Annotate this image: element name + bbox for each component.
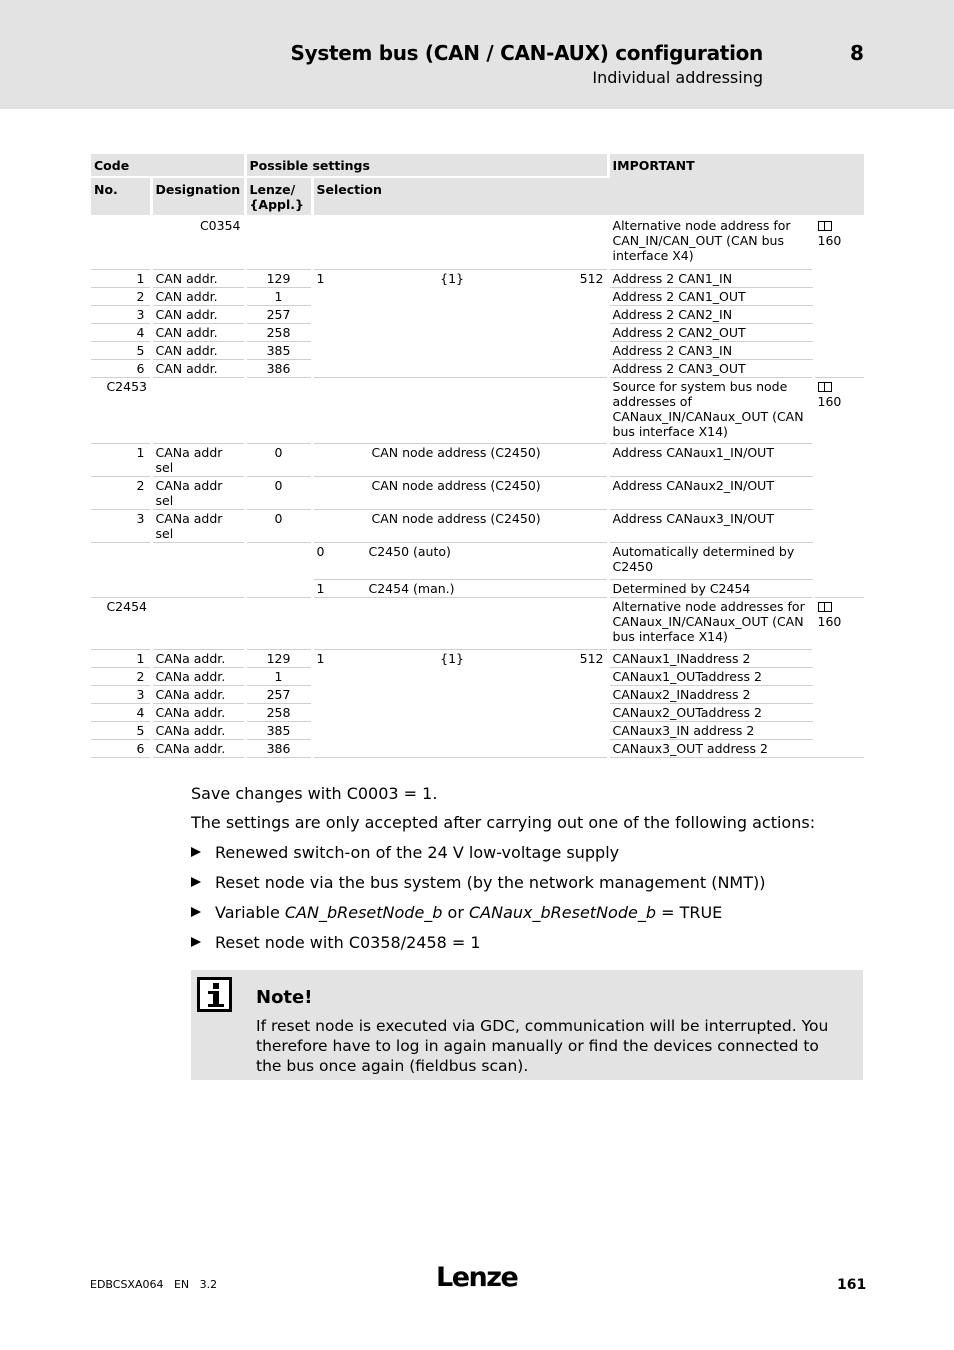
code-cell: C2453 [91,377,245,443]
book-icon [818,602,832,612]
note-text: If reset node is executed via GDC, communication will be interrupted. You therefore have to log in again manually or find the devices connected to the bus once again (fieldbus scan). [256,1017,829,1075]
note-box [191,970,863,1080]
code-cell: C0354 [91,216,245,269]
table-row: 1 CANa addr. 129 1 {1} 512 CANaux1_INaddress 2 [91,649,864,667]
important-cell: Alternative node address for CAN_IN/CAN_OUT (CAN bus interface X4) [608,216,813,269]
table-row: 4 CAN addr. 258 Address 2 CAN2_OUT [91,323,864,341]
actions-intro: The settings are only accepted after carrying out one of the following actions: [191,813,816,832]
bullet-item: Reset node via the bus system (by the network management (NMT)) [191,873,766,893]
table-row: 1 CANa addr sel 0 CAN node address (C2450) Address CANaux1_IN/OUT [91,443,864,476]
bullet-arrow-icon [191,877,201,887]
table-row [91,377,864,443]
important-cell: Alternative node addresses for CANaux_IN/CANaux_OUT (CAN bus interface X14) [608,597,813,649]
table-row: 4 CANa addr. 258 CANaux2_OUTaddress 2 [91,703,864,721]
table-row: 2 CAN addr. 1 Address 2 CAN1_OUT [91,287,864,305]
bullet-item: Reset node with C0358/2458 = 1 [191,933,481,953]
page-number: 161 [837,1277,867,1293]
reference-cell [813,377,864,597]
col-header-designation: Designation [151,177,245,216]
table-row: 0 C2450 (auto) Automatically determined by C2450 [91,542,864,579]
table-row: 1 CAN addr. 129 1 {1} 512 Address 2 CAN1_IN [91,269,864,287]
table-row: 2 CANa addr. 1 CANaux1_OUTaddress 2 [91,667,864,685]
reference-cell [813,597,864,757]
table-row [91,216,864,269]
book-icon [818,382,832,392]
bullet-arrow-icon [191,937,201,947]
table-row: 1 C2454 (man.) Determined by C2454 [91,579,864,597]
table-row: 5 CAN addr. 385 Address 2 CAN3_IN [91,341,864,359]
table-row: 2 CANa addr sel 0 CAN node address (C2450) Address CANaux2_IN/OUT [91,476,864,509]
page-ref: 160 [817,393,842,409]
table-row: 3 CAN addr. 257 Address 2 CAN2_IN [91,305,864,323]
col-header-no: No. [91,177,151,216]
col-header-important: IMPORTANT [608,154,864,216]
parameter-table [91,154,864,758]
col-header-lenze-appl: Lenze/ {Appl.} [245,177,312,216]
chapter-title: System bus (CAN / CAN-AUX) configuration [290,41,763,65]
code-cell: C2454 [91,597,245,649]
selection-option: 1 C2454 (man.) [312,579,608,597]
table-row: 5 CANa addr. 385 CANaux3_IN address 2 [91,721,864,739]
col-header-possible-settings: Possible settings [245,154,608,177]
table-row: 3 CANa addr sel 0 CAN node address (C2450) Address CANaux3_IN/OUT [91,509,864,542]
table-row: 6 CANa addr. 386 CANaux3_OUT address 2 [91,739,864,757]
lenze-logo: Lenze [436,1262,518,1293]
col-header-code: Code [91,154,245,177]
reference-cell [813,216,864,377]
table-row: 3 CANa addr. 257 CANaux2_INaddress 2 [91,685,864,703]
selection-range: 1 {1} 512 [312,269,608,377]
table-header-row [91,154,864,177]
info-icon [197,977,232,1012]
bullet-item: Renewed switch-on of the 24 V low-voltage supply [191,843,619,863]
page-ref: 160 [817,613,842,629]
important-cell: Source for system bus node addresses of CANaux_IN/CANaux_OUT (CAN bus interface X14) [608,377,813,443]
note-title: Note! [256,987,313,1008]
col-header-selection: Selection [312,177,608,216]
chapter-number: 8 [850,41,864,65]
bullet-item: Variable CAN_bResetNode_b or CANaux_bResetNode_b = TRUE [191,903,722,923]
book-icon [818,221,832,231]
selection-option: 0 C2450 (auto) [312,542,608,579]
bullet-arrow-icon [191,907,201,917]
page-ref: 160 [817,233,842,248]
save-instruction: Save changes with C0003 = 1. [191,784,438,803]
document-code: EDBCSXA064 EN 3.2 [90,1278,218,1291]
bullet-arrow-icon [191,847,201,857]
table-row: 6 CAN addr. 386 Address 2 CAN3_OUT [91,359,864,377]
table-row [91,597,864,649]
section-subtitle: Individual addressing [592,68,763,87]
selection-range: 1 {1} 512 [312,649,608,757]
